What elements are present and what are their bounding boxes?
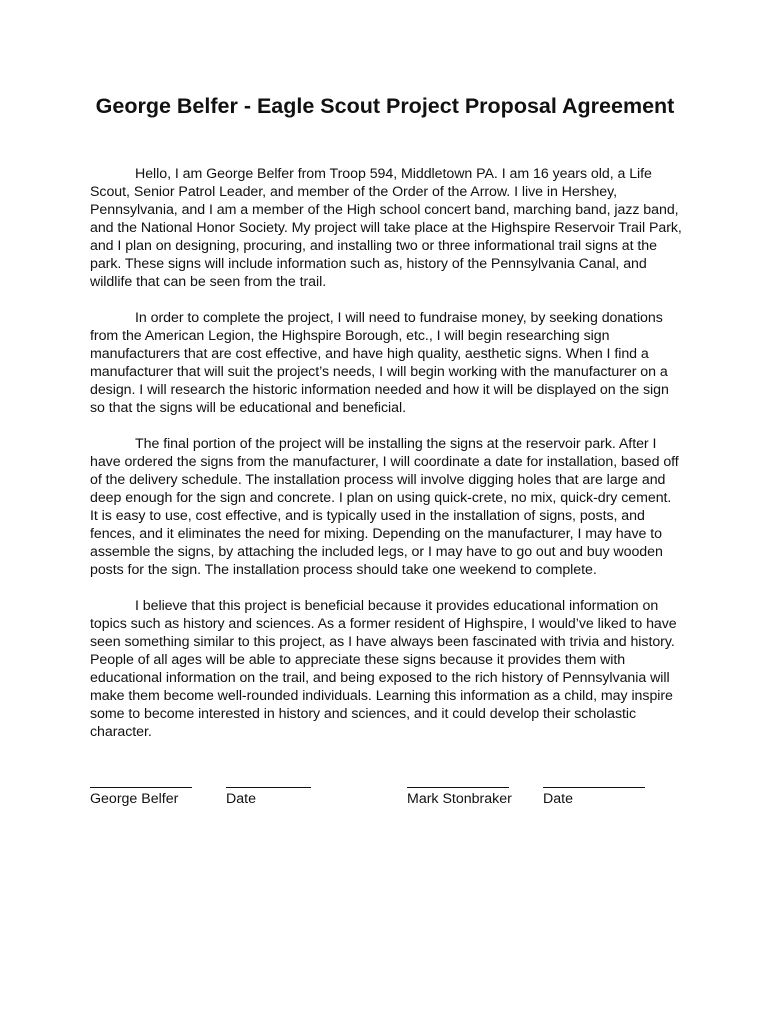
document-body <box>90 165 682 759</box>
advisor-date-line <box>543 787 645 788</box>
paragraph-benefits: I believe that this project is beneficial because it provides educational information on topics such as history and sciences. As a former resident of Highspire, I would’ve liked to have seen something similar to this project, as I have always been fascinated with trivia and history. People of all ages will be able to appreciate these signs because it provides them with educational information on the trail, and being exposed to the rich history of Pennsylvania will make them become well-rounded individuals. Learning this information as a child, may inspire some to become interested in history and sciences, and it could develop their scholastic character. <box>90 598 677 740</box>
paragraph-installation: The final portion of the project will be installing the signs at the reservoir park. After I have ordered the signs from the manufacturer, I will coordinate a date for installation, based off of the delivery schedule. The installation process will involve digging holes that are large and deep enough for the sign and concrete. I plan on using quick-crete, no mix, quick-dry cement. It is easy to use, cost effective, and is typically used in the installation of signs, posts, and fences, and it eliminates the need for mixing. Depending on the manufacturer, I may have to assemble the signs, by attaching the included legs, or I may have to go out and buy wooden posts for the sign. The installation process should take one weekend to complete. <box>90 436 679 578</box>
advisor-signature-line <box>407 787 509 788</box>
advisor-signature-label: Mark Stonbraker <box>407 791 512 807</box>
paragraph-introduction: Hello, I am George Belfer from Troop 594, Middletown PA. I am 16 years old, a Life Scout, Senior Patrol Leader, and member of the Order of the Arrow. I live in Hershey, Pennsylvania, and I am a member of the High school concert band, marching band, jazz band, and the National Honor Society. My project will take place at the Highspire Reservoir Trail Park, and I plan on designing, procuring, and installing two or three informational trail signs at the park. These signs will include information such as, history of the Pennsylvania Canal, and wildlife that can be seen from the trail. <box>90 166 682 290</box>
scout-signature-line <box>90 787 192 788</box>
advisor-date-label: Date <box>543 791 573 807</box>
scout-date-label: Date <box>226 791 256 807</box>
document-title: George Belfer - Eagle Scout Project Proposal Agreement <box>95 94 675 118</box>
paragraph-fundraising-and-design: In order to complete the project, I will need to fundraise money, by seeking donations from the American Legion, the Highspire Borough, etc., I will begin researching sign manufacturers that are cost effective, and have high quality, aesthetic signs. When I find a manufacturer that will suit the project’s needs, I will begin working with the manufacturer on a design. I will research the historic information needed and how it will be displayed on the sign so that the signs will be educational and beneficial. <box>90 310 669 416</box>
scout-date-line <box>226 787 311 788</box>
scout-signature-label: George Belfer <box>90 791 179 807</box>
